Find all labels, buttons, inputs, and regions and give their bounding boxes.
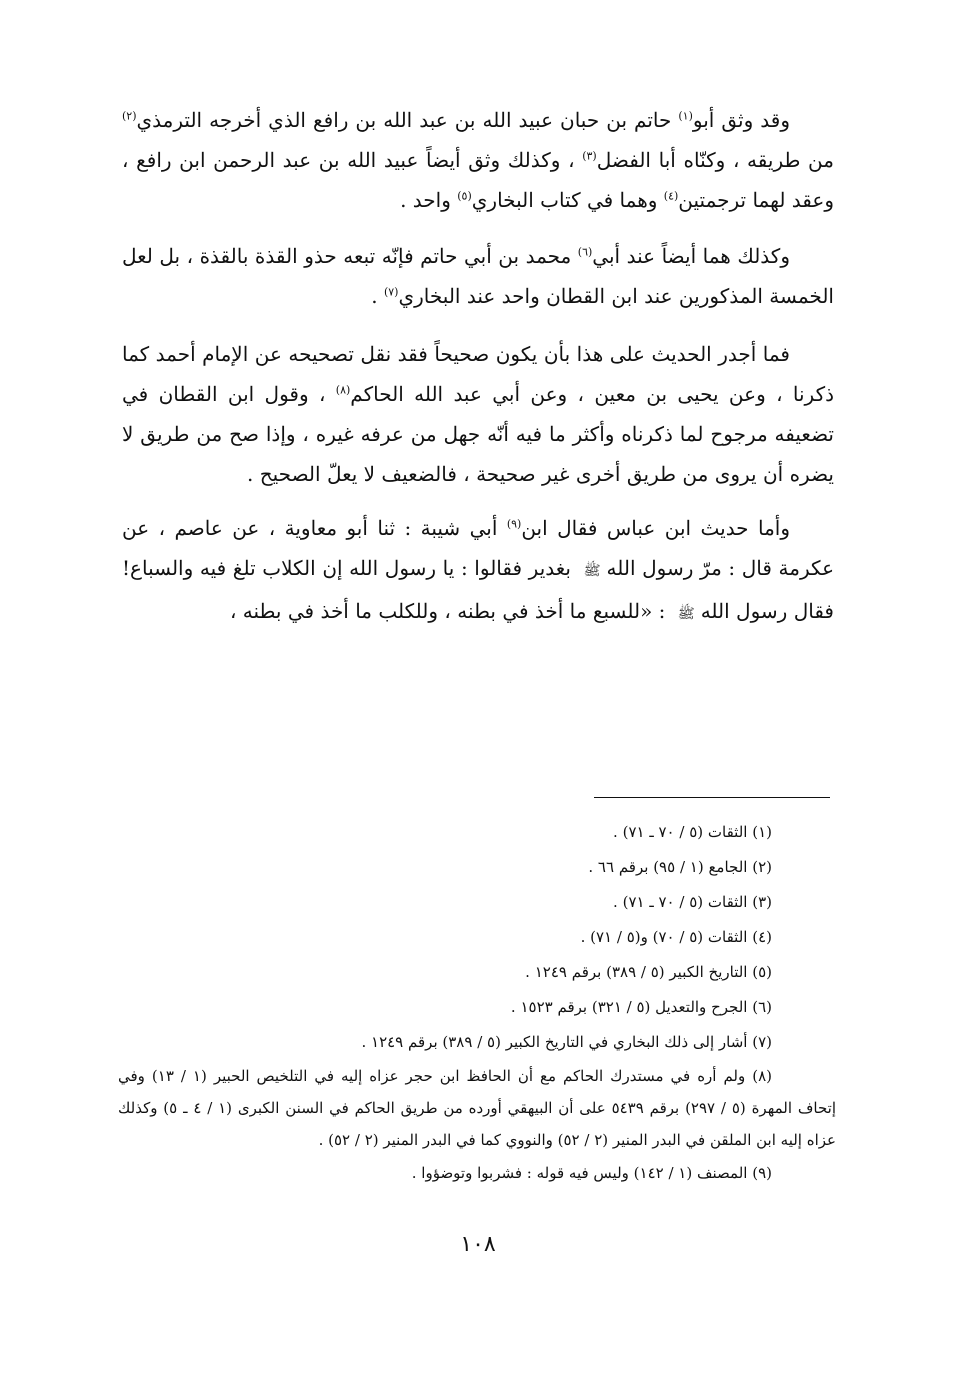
- footnote-ref-1[interactable]: (١): [678, 109, 693, 123]
- footnotes: [118, 815, 836, 1191]
- footnote-6: (٦) الجرح والتعديل (٥ / ٣٢١) برقم ١٥٢٣ .: [510, 998, 772, 1016]
- main-text: [122, 100, 834, 634]
- text-run: وكذلك هما أيضاً عند أبي: [592, 244, 790, 268]
- text-run: أبي شيبة : ثنا أبو معاوية ، عن عاصم ، عن عكرمة قال : مرّ رسول الله: [122, 516, 834, 580]
- text-run: فما أجدر الحديث على هذا بأن يكون صحيحاً فقد نقل تصحيحه عن الإمام أحمد كما ذكرنا ، وعن يحيى بن معين ، وعن أبي عبد الله الحاكم: [122, 342, 834, 406]
- footnote-ref-4[interactable]: (٤): [663, 189, 679, 203]
- footnote-separator: [594, 797, 830, 798]
- footnote-ref-8[interactable]: (٨): [335, 383, 351, 397]
- text-run: بغدير فقالوا : يا رسول الله إن الكلاب تلغ فيه والسباع! فقال رسول الله: [122, 556, 834, 623]
- text-run: حاتم بن حبان عبيد الله بن عبد الله بن رافع الذي أخرجه الترمذي: [136, 108, 679, 132]
- text-run: .: [371, 284, 384, 308]
- page-number: ١٠٨: [460, 1232, 496, 1257]
- footnote-8: (٨) ولم أره في مستدرك الحاكم مع أن الحافظ ابن حجر عزاه إليه في التلخيص الحبير (١ / ١٣) وفي إتحاف المهرة (٥ / ٢٩٧) برقم ٥٤٣٩ على أن البيهقي أورده من طريق الحاكم في السنن الكبرى (١ / ٤ ـ ٥) وكذلك عزاه إليه ابن الملقن في البدر المنير (٢ / ٥٢) والنووي كما في البدر المنير (٢ / ٥٢) .: [118, 1067, 837, 1149]
- text-run: وقد وثق أبو: [692, 108, 790, 132]
- text-run: ، وكذلك وثق أيضاً عبيد الله بن عبد الرحمن ابن رافع ، وعقد لهما ترجمتين: [122, 148, 834, 212]
- text-run: : «للسبع ما أخذ في بطنه ، وللكلب ما أخذ في بطنه ،: [229, 599, 672, 623]
- footnote-ref-7[interactable]: (٧): [383, 285, 399, 299]
- footnote-5: (٥) التاريخ الكبير (٥ / ٣٨٩) برقم ١٢٤٩ .: [525, 963, 772, 981]
- paragraph-1: [122, 100, 834, 220]
- footnote-7: (٧) أشار إلى ذلك البخاري في التاريخ الكبير (٥ / ٣٨٩) برقم ١٢٤٩ .: [361, 1033, 772, 1051]
- salawat-symbol: ﷺ: [677, 606, 695, 622]
- footnote-ref-6[interactable]: (٦): [577, 245, 593, 259]
- footnote-3: (٣) الثقات (٥ / ٧٠ ـ ٧١) .: [613, 893, 772, 911]
- salawat-symbol: ﷺ: [583, 563, 601, 579]
- text-run: ، وقول ابن القطان في تضعيفه مرجوح لما ذكرناه وأكثر ما فيه أنّه جهل من عرفه غيره ، وإذا صح من طريق لا يضره أن يروى من طريق أخرى غير صحيحة ، فالضعيف لا يعلّ الصحيح .: [122, 382, 834, 486]
- paragraph-2: [122, 236, 834, 316]
- footnote-ref-3[interactable]: (٣): [582, 149, 597, 163]
- text-run: محمد بن أبي حاتم فإنّه تبعه حذو القذة بالقذة ، بل لعل الخمسة المذكورين عند ابن القطان واحد عند البخاري: [122, 244, 834, 308]
- footnote-9: (٩) المصنف (١ / ١٤٢) وليس فيه قوله : فشربوا وتوضؤوا .: [411, 1164, 772, 1182]
- text-run: من طريقه ، وكنّاه أبا الفضل: [596, 148, 834, 172]
- footnote-2: (٢) الجامع (١ / ٩٥) برقم ٦٦ .: [588, 858, 772, 876]
- text-run: وهما في كتاب البخاري: [471, 188, 664, 212]
- footnote-ref-5[interactable]: (٥): [457, 189, 472, 203]
- footnote-4: (٤) الثقات (٥ / ٧٠) و(٥ / ٧١) .: [580, 928, 772, 946]
- footnote-1: (١) الثقات (٥ / ٧٠ ـ ٧١) .: [613, 823, 772, 841]
- paragraph-3: [122, 334, 834, 494]
- paragraph-4: [122, 508, 834, 634]
- text-run: وأما حديث ابن عباس فقال ابن: [521, 516, 790, 540]
- footnote-ref-2[interactable]: (٢): [122, 109, 137, 123]
- footnote-ref-9[interactable]: (٩): [506, 517, 522, 531]
- text-run: واحد .: [400, 188, 458, 212]
